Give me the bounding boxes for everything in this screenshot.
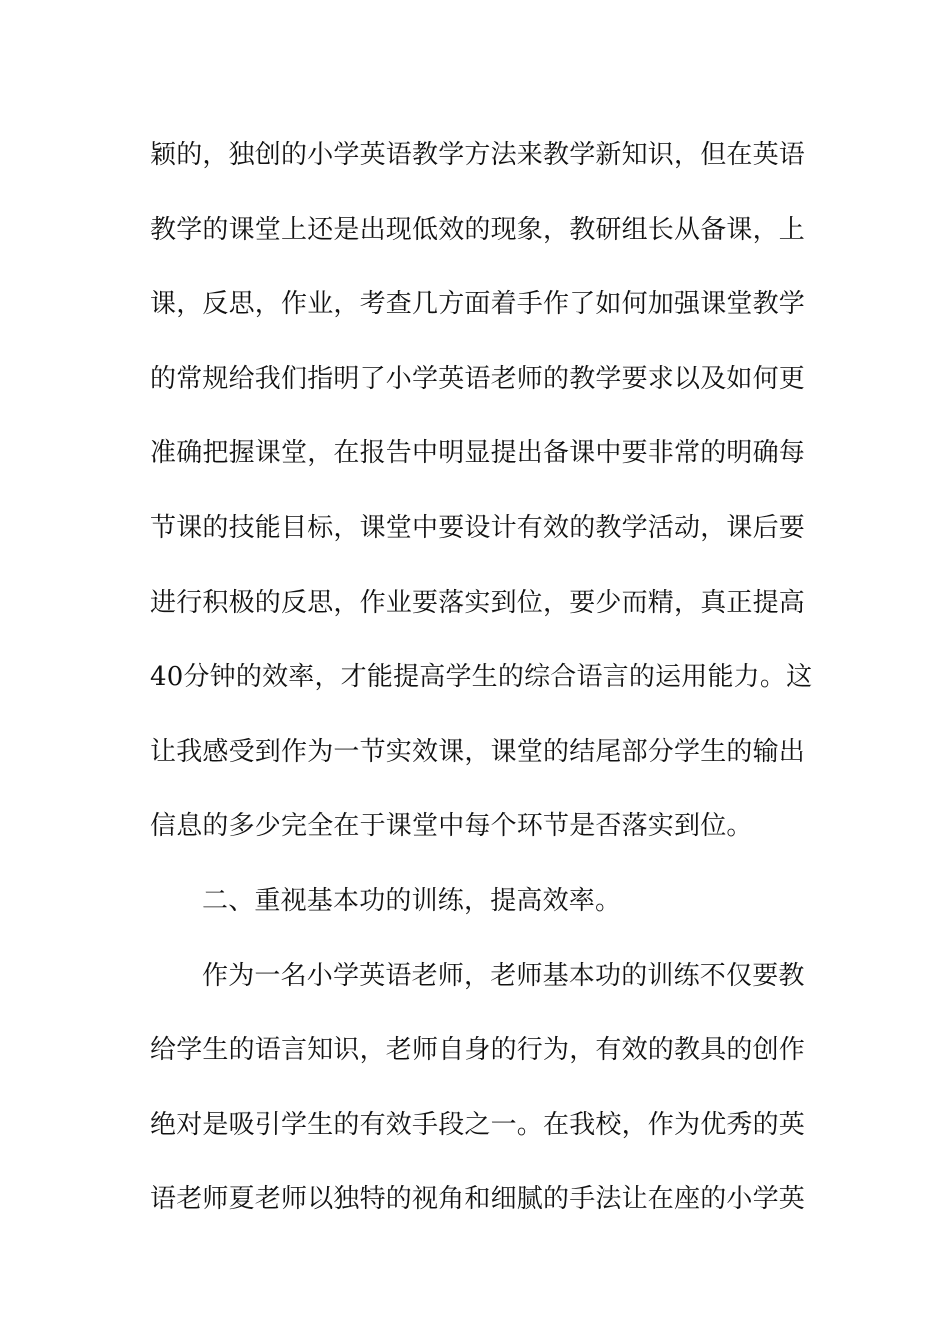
text-line: 准确把握课堂，在报告中明显提出备课中要非常的明确每: [150, 438, 806, 469]
text-line: 40分钟的效率，才能提高学生的综合语言的运用能力。这: [150, 662, 813, 693]
text-line: 给学生的语言知识，老师自身的行为，有效的教具的创作: [150, 1035, 806, 1066]
text-line: 的常规给我们指明了小学英语老师的教学要求以及如何更: [150, 363, 806, 394]
text-line: 绝对是吸引学生的有效手段之一。在我校，作为优秀的英: [150, 1109, 806, 1140]
text-line: 颖的，独创的小学英语教学方法来教学新知识，但在英语: [150, 140, 806, 170]
document-body: [150, 128, 813, 1247]
text-line: 节课的技能目标，课堂中要设计有效的教学活动，课后要: [150, 512, 806, 543]
text-line: 课，反思，作业，考查几方面着手作了如何加强课堂教学: [150, 289, 806, 320]
paragraph-start-line: 作为一名小学英语老师，老师基本功的训练不仅要教: [202, 960, 805, 991]
text-line: 语老师夏老师以独特的视角和细腻的手法让在座的小学英: [150, 1184, 806, 1215]
text-line: 教学的课堂上还是出现低效的现象，教研组长从备课，上: [150, 214, 806, 245]
section-heading: 二、重视基本功的训练，提高效率。: [202, 885, 622, 916]
text-line: 信息的多少完全在于课堂中每个环节是否落实到位。: [150, 811, 753, 842]
text-line: 进行积极的反思，作业要落实到位，要少而精，真正提高: [150, 587, 806, 618]
text-line: 让我感受到作为一节实效课，课堂的结尾部分学生的输出: [150, 736, 806, 767]
